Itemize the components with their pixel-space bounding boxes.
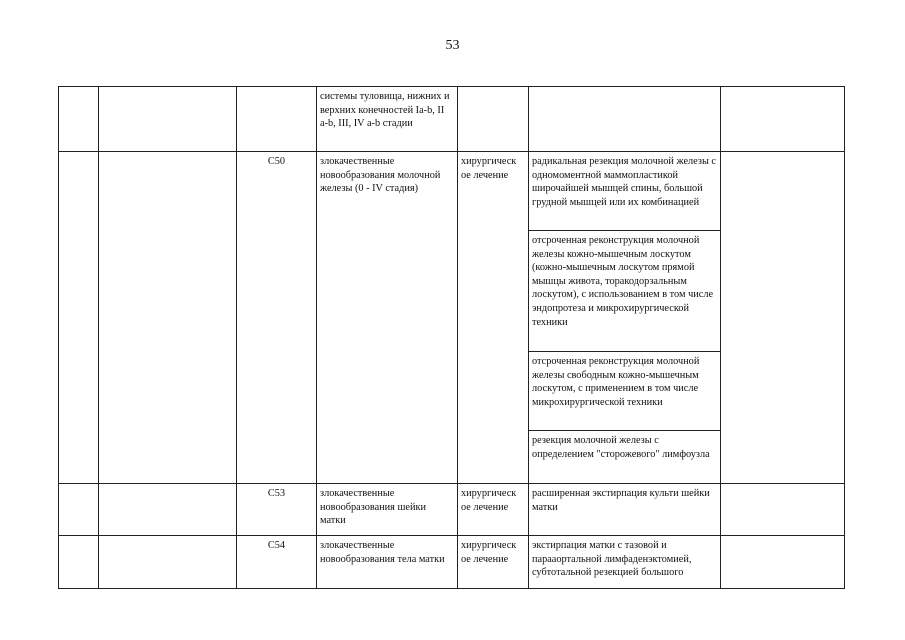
method-cell: отсроченная реконструкция молочной железы свободным кожно-мышечным лоскутом, с применением в том числе микрохирургической техники <box>529 352 721 431</box>
treatment-cell: хирургическ ое лечение <box>458 536 529 589</box>
table-row <box>59 87 845 152</box>
row-number-cell <box>59 536 99 589</box>
code-cell <box>237 87 317 152</box>
method-cell: радикальная резекция молочной железы с одномоментной маммопластикой широчайшей мышцей спины, большой грудной мышцей или их комбинацией <box>529 152 721 231</box>
treatment-cell <box>458 87 529 152</box>
code-cell: C54 <box>237 536 317 589</box>
profile-cell <box>99 536 237 589</box>
table-row <box>59 484 845 536</box>
code-cell: C50 <box>237 152 317 484</box>
norm-cell <box>721 152 845 484</box>
page-number: 53 <box>445 38 460 53</box>
method-cell: расширенная экстирпация культи шейки матки <box>529 484 721 536</box>
norm-cell <box>721 536 845 589</box>
method-cell: резекция молочной железы с определением "сторожевого" лимфоузла <box>529 431 721 484</box>
method-cell: экстирпация матки с тазовой и парааортальной лимфаденэктомией, субтотальной резекцией большого <box>529 536 721 589</box>
method-cell <box>529 87 721 152</box>
table-row <box>59 152 845 231</box>
row-number-cell <box>59 484 99 536</box>
diagnosis-cell: злокачественные новообразования тела матки <box>317 536 458 589</box>
norm-cell <box>721 484 845 536</box>
diagnosis-cell: системы туловища, нижних и верхних конечностей Ia-b, II a-b, III, IV a-b стадии <box>317 87 458 152</box>
treatment-cell: хирургическ ое лечение <box>458 484 529 536</box>
profile-cell <box>99 87 237 152</box>
profile-cell <box>99 484 237 536</box>
diagnosis-cell: злокачественные новообразования шейки матки <box>317 484 458 536</box>
treatment-cell: хирургическ ое лечение <box>458 152 529 484</box>
profile-cell <box>99 152 237 484</box>
norm-cell <box>721 87 845 152</box>
code-cell: C53 <box>237 484 317 536</box>
row-number-cell <box>59 152 99 484</box>
table-row <box>59 536 845 589</box>
row-number-cell <box>59 87 99 152</box>
medical-care-table <box>58 86 845 589</box>
diagnosis-cell: злокачественные новообразования молочной железы (0 - IV стадия) <box>317 152 458 484</box>
method-cell: отсроченная реконструкция молочной железы кожно-мышечным лоскутом (кожно-мышечным лоскутом прямой мышцы живота, торакодорзальным лоскутом), с использованием в том числе эндопротеза и микрохирургической техники <box>529 231 721 352</box>
